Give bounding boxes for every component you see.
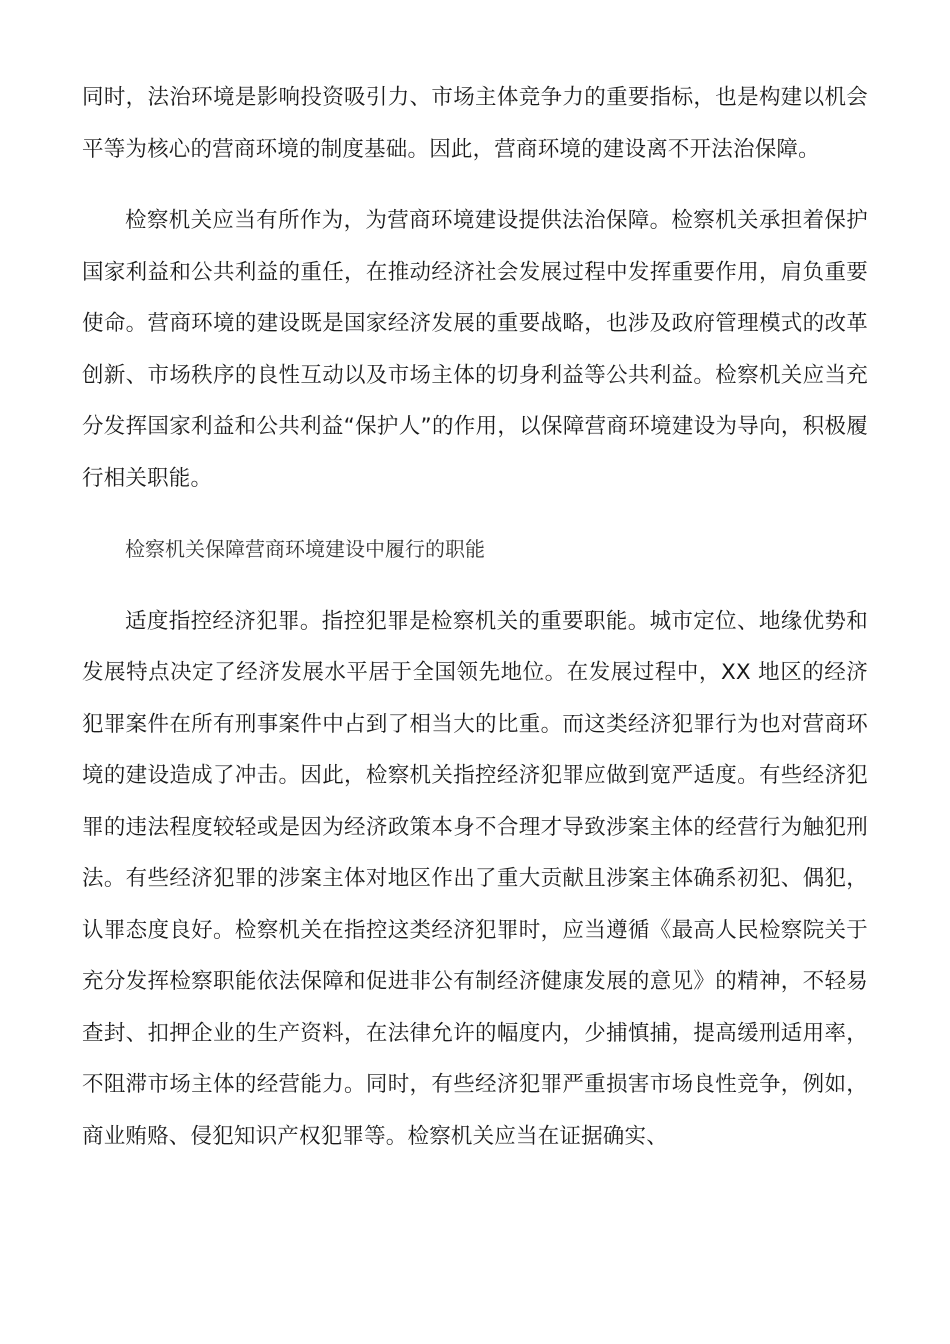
paragraph-economic-crime: 适度指控经济犯罪。指控犯罪是检察机关的重要职能。城市定位、地缘优势和发展特点决定了经济发展水平居于全国领先地位。在发展过程中，XX 地区的经济犯罪案件在所有刑事案件中占到了相当大的比重。而这类经济犯罪行为也对营商环境的建设造成了冲击。因此，检察机关指控经济犯罪应做到宽严适度。有些经济犯罪的违法程度较轻或是因为经济政策本身不合理才导致涉案主体的经营行为触犯刑法。有些经济犯罪的涉案主体对地区作出了重大贡献且涉案主体确系初犯、偶犯，认罪态度良好。检察机关在指控这类经济犯罪时，应当遵循《最高人民检察院关于充分发挥检察职能依法保障和促进非公有制经济健康发展的意见》的精神，不轻易查封、扣押企业的生产资料，在法律允许的幅度内，少捕慎捕，提高缓刑适用率，不阻滞市场主体的经营能力。同时，有些经济犯罪严重损害市场良性竞争，例如，商业贿赂、侵犯知识产权犯罪等。检察机关应当在证据确实、: [82, 608, 868, 1149]
document-page: [82, 72, 868, 1162]
paragraph-procuratorate-role: 检察机关应当有所作为，为营商环境建设提供法治保障。检察机关承担着保护国家利益和公共利益的重任，在推动经济社会发展过程中发挥重要作用，肩负重要使命。营商环境的建设既是国家经济发展的重要战略，也涉及政府管理模式的改革创新、市场秩序的良性互动以及市场主体的切身利益等公共利益。检察机关应当充分发挥国家利益和公共利益“保护人”的作用，以保障营商环境建设为导向，积极履行相关职能。: [82, 208, 868, 491]
paragraph-legal-environment: 同时，法治环境是影响投资吸引力、市场主体竞争力的重要指标，也是构建以机会平等为核心的营商环境的制度基础。因此，营商环境的建设离不开法治保障。: [82, 85, 868, 162]
section-heading: 检察机关保障营商环境建设中履行的职能: [125, 537, 485, 561]
